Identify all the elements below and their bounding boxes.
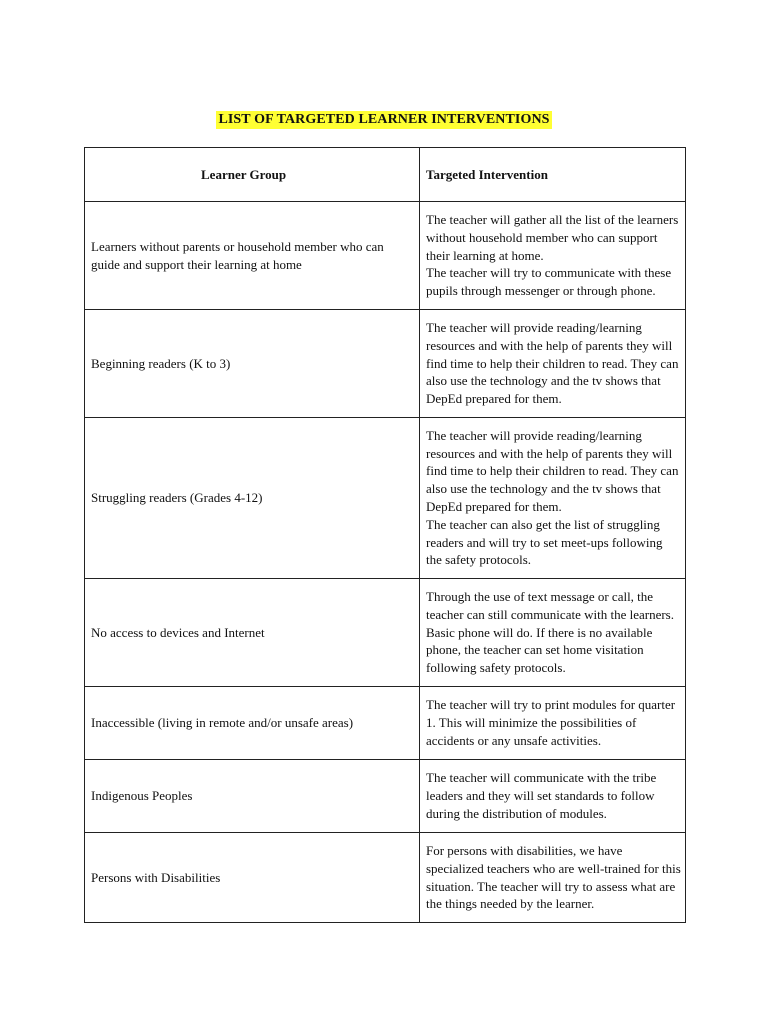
table-row <box>85 202 686 310</box>
table-row <box>85 418 686 579</box>
table-row <box>85 833 686 923</box>
interventions-table <box>84 147 686 923</box>
learner-group-cell: Indigenous Peoples <box>85 760 420 833</box>
learner-group-cell: No access to devices and Internet <box>85 579 420 687</box>
learner-group-cell: Struggling readers (Grades 4-12) <box>85 418 420 579</box>
table-header-row <box>85 148 686 202</box>
learner-group-cell: Learners without parents or household member who can guide and support their learning at home <box>85 202 420 310</box>
table-row <box>85 687 686 760</box>
table-row <box>85 760 686 833</box>
intervention-cell: The teacher will provide reading/learning resources and with the help of parents they will find time to help their children to read. They can also use the technology and the tv shows that DepEd prepared for them. The teacher can also get the list of struggling readers and will try to set meet-ups following the safety protocols. <box>420 418 686 579</box>
learner-group-cell: Inaccessible (living in remote and/or unsafe areas) <box>85 687 420 760</box>
learner-group-cell: Persons with Disabilities <box>85 833 420 923</box>
learner-group-cell: Beginning readers (K to 3) <box>85 310 420 418</box>
title-wrapper <box>0 110 768 129</box>
header-learner-group: Learner Group <box>85 148 420 202</box>
intervention-cell: The teacher will communicate with the tribe leaders and they will set standards to follow during the distribution of modules. <box>420 760 686 833</box>
table-row <box>85 579 686 687</box>
intervention-cell: The teacher will provide reading/learning resources and with the help of parents they will find time to help their children to read. They can also use the technology and the tv shows that DepEd prepared for them. <box>420 310 686 418</box>
header-targeted-intervention: Targeted Intervention <box>420 148 686 202</box>
table-row <box>85 310 686 418</box>
intervention-cell: Through the use of text message or call, the teacher can still communicate with the learners. Basic phone will do. If there is no available phone, the teacher can set home visitation following safety protocols. <box>420 579 686 687</box>
document-title: LIST OF TARGETED LEARNER INTERVENTIONS <box>218 112 550 127</box>
intervention-cell: For persons with disabilities, we have specialized teachers who are well-trained for this situation. The teacher will try to assess what are the things needed by the learner. <box>420 833 686 923</box>
intervention-cell: The teacher will try to print modules for quarter 1. This will minimize the possibilities of accidents or any unsafe activities. <box>420 687 686 760</box>
intervention-cell: The teacher will gather all the list of the learners without household member who can support their learning at home. The teacher will try to communicate with these pupils through messenger or through phone. <box>420 202 686 310</box>
